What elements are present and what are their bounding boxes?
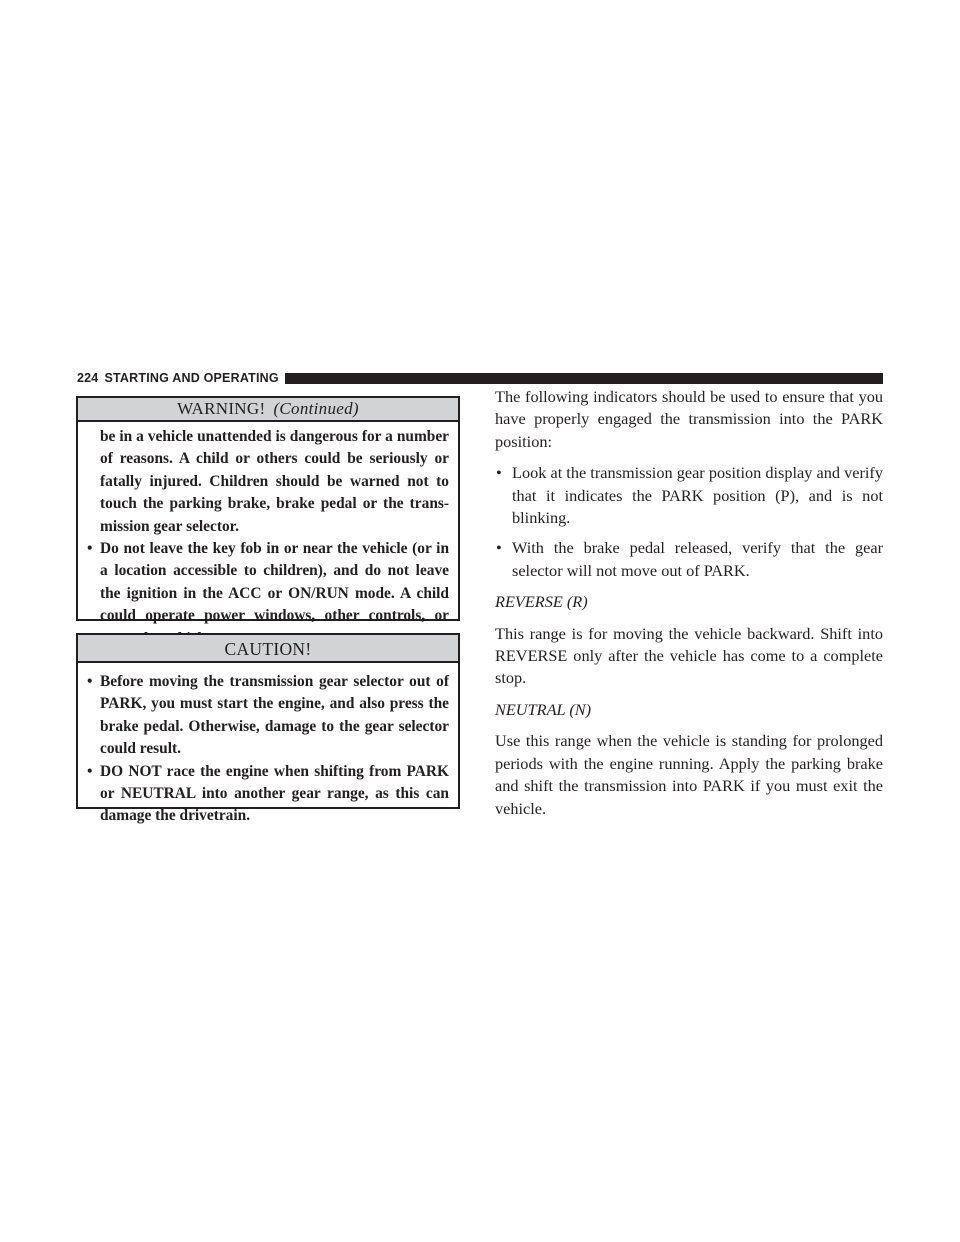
caution-box <box>76 633 460 825</box>
warning-header <box>78 398 458 422</box>
neutral-paragraph: Use this range when the vehicle is standing for prolonged periods with the engine running. Apply the parking brake and shift the transmission into PARK if you must exit the vehicle. <box>495 731 883 818</box>
warning-continuation-text: be in a vehicle unattended is dangerous for a number of reasons. A child or others could be seriously or fatally injured. Children should be warned not to touch the parking brake, brake pedal or the trans-mission gear selector. <box>100 428 449 535</box>
page-header <box>77 371 883 385</box>
bullet-glyph: • <box>87 673 93 690</box>
warning-body <box>78 422 458 650</box>
bullet-glyph: • <box>496 463 502 483</box>
caution-bullet-list <box>89 671 449 828</box>
warning-box <box>76 396 460 625</box>
park-indicator-list <box>495 462 883 582</box>
warning-bullet-text: Do not leave the key fob in or near the vehicle (or in a location accessible to children), and do not leave the ignition in the ACC or ON/RUN mode. A child could operate power windows, other controls, or <box>100 540 449 625</box>
bullet-glyph: • <box>496 538 502 558</box>
bullet-glyph: • <box>87 540 93 558</box>
list-item <box>495 537 883 582</box>
neutral-heading: NEUTRAL (N) <box>495 699 592 719</box>
list-item <box>495 462 883 529</box>
page-number: 224 <box>77 371 99 385</box>
caution-bullet-text: Before moving the transmission gear selector out of PARK, you must start the engine, and also press the brake pedal. Otherwise, damage to the gear selector could result. <box>100 673 449 758</box>
caution-title: CAUTION! <box>224 639 312 659</box>
main-column <box>495 386 883 829</box>
list-item-text: Look at the transmission gear position display and verify that it indicates the PARK position (P), and is not blinking. <box>512 463 883 528</box>
warning-title: WARNING! <box>177 399 266 418</box>
list-item-text: With the brake pedal released, verify that the gear selector will not move out of PARK. <box>512 538 883 580</box>
reverse-paragraph: This range is for moving the vehicle backward. Shift into REVERSE only after the vehicle has come to a complete stop. <box>495 623 883 688</box>
caution-body <box>78 663 458 828</box>
bullet-glyph: • <box>87 762 93 780</box>
reverse-heading: REVERSE (R) <box>495 592 588 612</box>
caution-header <box>78 635 458 663</box>
intro-paragraph: The following indicators should be used to ensure that you have properly engaged the transmission into the PARK position: <box>495 387 883 451</box>
header-rule <box>285 373 883 384</box>
section-title: STARTING AND OPERATING <box>104 371 279 385</box>
caution-bullet-text: DO NOT race the engine when shifting from PARK or NEUTRAL into another gear range, as this can damage the drivetrain. <box>100 762 449 825</box>
caution-bullet-item <box>89 671 449 761</box>
warning-continued-label: (Continued) <box>273 399 359 418</box>
caution-bullet-item <box>89 761 449 828</box>
